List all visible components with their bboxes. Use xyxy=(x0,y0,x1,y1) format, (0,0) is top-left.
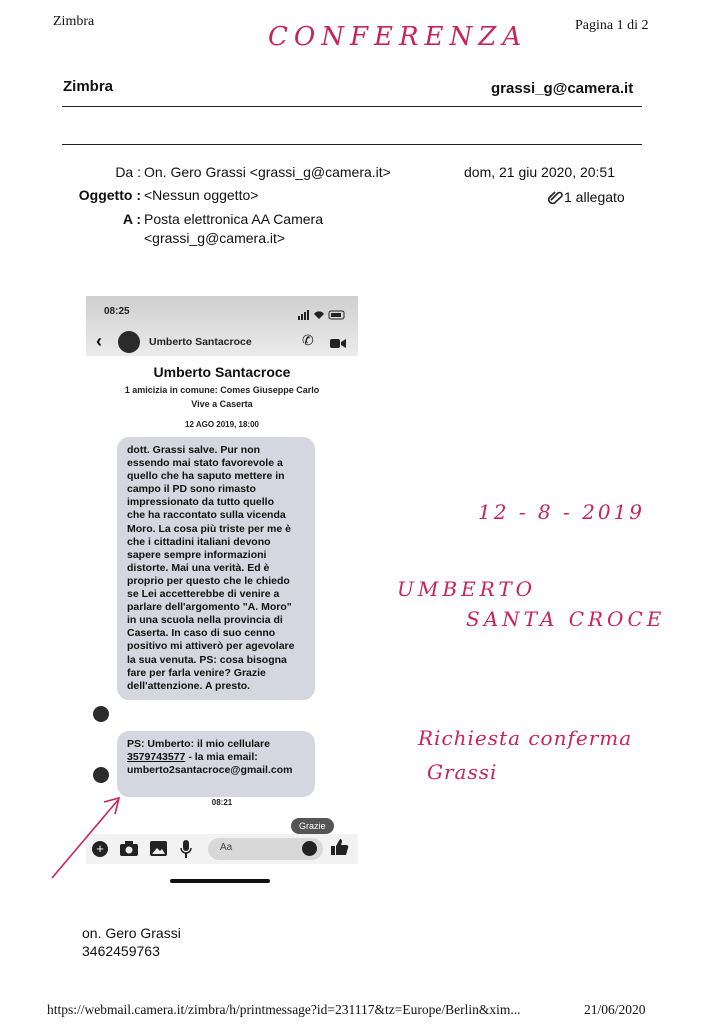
handwritten-note-line1: Richiesta conferma xyxy=(418,726,633,750)
message-line: dott. Grassi salve. Pur non xyxy=(127,444,261,456)
gallery-icon[interactable] xyxy=(150,841,167,856)
back-chevron-icon[interactable]: ‹ xyxy=(96,331,102,351)
message-line: Caserta. In caso di suo cenno xyxy=(127,627,276,640)
mail-date: dom, 21 giu 2020, 20:51 xyxy=(464,164,616,180)
profile-name: Umberto Santacroce xyxy=(153,364,291,380)
video-call-icon[interactable] xyxy=(330,336,346,347)
footer-url: https://webmail.camera.it/zimbra/h/printmessage?id=231117&tz=Europe/Berlin&xim... xyxy=(47,1002,521,1017)
divider xyxy=(62,106,642,107)
home-indicator xyxy=(170,879,270,883)
handwritten-date: 12 - 8 - 2019 xyxy=(478,500,646,524)
status-icons xyxy=(298,307,348,317)
handwritten-arrow-icon xyxy=(48,792,128,882)
to-label: A : xyxy=(122,211,141,227)
handwritten-title: CONFERENZA xyxy=(268,22,528,52)
signature-phone: 3462459763 xyxy=(82,943,160,959)
from-value: On. Gero Grassi <grassi_g@camera.it> xyxy=(144,164,391,180)
divider xyxy=(62,144,642,145)
signature-name: on. Gero Grassi xyxy=(82,925,181,941)
sender-avatar xyxy=(93,706,109,722)
attachment-count: 1 allegato xyxy=(564,189,625,205)
handwritten-name-line2: SANTA CROCE xyxy=(466,607,666,631)
message-line: se Lei accetterebbe di venire a xyxy=(127,588,280,601)
phone-call-icon[interactable]: ✆ xyxy=(302,332,314,348)
message-line: dell'attenzione. A presto. xyxy=(127,679,251,692)
ps-line-rest: - la mia email: xyxy=(185,751,258,764)
reply-bubble: Grazie xyxy=(291,818,334,834)
page-number: Pagina 1 di 2 xyxy=(575,18,649,33)
message-line: che ha raccontato sulla vicenda xyxy=(127,509,286,522)
contact-header-name[interactable]: Umberto Santacroce xyxy=(149,336,252,348)
message-line: fare per farla venire? Grazie xyxy=(127,666,266,679)
sender-avatar xyxy=(93,767,109,783)
message-line: campo il PD sono rimasto xyxy=(127,483,256,496)
emoji-icon[interactable] xyxy=(302,841,317,856)
ps-email-link[interactable]: umberto2santacroce@gmail.com xyxy=(127,764,293,777)
message-timestamp: 12 AGO 2019, 18:00 xyxy=(185,420,259,429)
handwritten-name-line1: UMBERTO xyxy=(397,577,537,601)
paperclip-icon xyxy=(548,190,564,204)
mail-brand: Zimbra xyxy=(63,78,114,95)
message-timestamp-2: 08:21 xyxy=(211,798,233,807)
message-line: parlare dell'argomento "A. Moro" xyxy=(127,601,292,614)
message-input[interactable] xyxy=(208,838,323,860)
ps-line: PS: Umberto: il mio cellulare xyxy=(127,738,270,750)
message-line: in una scuola nella provincia di xyxy=(127,614,283,627)
message-line: impressionato da tutto quello xyxy=(127,496,275,509)
message-input-placeholder: Aa xyxy=(220,842,233,853)
print-app-title: Zimbra xyxy=(53,14,95,29)
subject-label: Oggetto : xyxy=(78,187,141,203)
ps-message-bubble xyxy=(117,731,315,797)
mutual-friends: 1 amicizia in comune: Comes Giuseppe Carlo xyxy=(124,385,320,395)
to-value-email: <grassi_g@camera.it> xyxy=(144,230,286,246)
from-label: Da : xyxy=(115,164,141,180)
ps-phone-link[interactable]: 3579743577 xyxy=(127,751,186,764)
profile-location: Vive a Caserta xyxy=(191,399,253,409)
microphone-icon[interactable] xyxy=(180,840,192,858)
message-line: proprio per questo che le chiedo xyxy=(127,574,290,587)
message-line: Moro. La cosa più triste per me è xyxy=(127,522,291,535)
thumbs-up-icon[interactable] xyxy=(331,838,349,856)
account-email: grassi_g@camera.it xyxy=(491,80,634,97)
footer-date: 21/06/2020 xyxy=(584,1002,646,1017)
subject-value: <Nessun oggetto> xyxy=(144,187,259,203)
message-line: essendo mai stato favorevole a xyxy=(127,457,283,470)
to-value: Posta elettronica AA Camera xyxy=(144,211,323,227)
message-line: la sua venuta. PS: cosa bisogna xyxy=(127,653,287,666)
handwritten-note-line2: Grassi xyxy=(427,760,498,784)
message-bubble xyxy=(117,437,315,700)
message-line: sapere sempre informazioni xyxy=(127,548,267,561)
message-line: positivo mi attiverò per agevolare xyxy=(127,640,295,653)
contact-avatar xyxy=(118,331,140,353)
message-line: che i cittadini italiani devono xyxy=(127,535,271,548)
message-line: distorte. Mai una verità. Ed è xyxy=(127,561,270,574)
phone-time: 08:25 xyxy=(104,306,130,317)
message-line: quello che ha saputo mettere in xyxy=(127,470,285,483)
plus-icon[interactable]: + xyxy=(92,841,108,857)
